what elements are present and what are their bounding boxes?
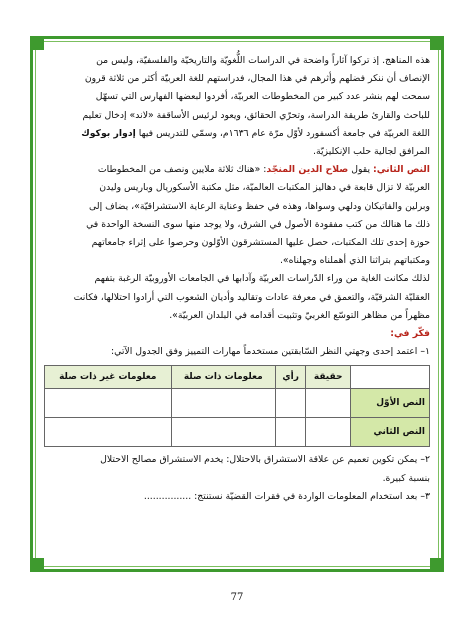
table-cell[interactable] [45,418,172,447]
text-span: : «هناك ثلاثة ملايين ونصف من المخطوطات [97,164,267,176]
text-line: هذه المناهج. إذ تركوا آثاراً واضحة في الدراسات اللُّغويّة والتاريخيّة والفلسفيّة، وليس من [96,55,430,66]
text-line: سمحت لهم بنشر عدد كبير من المخطوطات العربيّة، أفردوا لبعضها الفهارس التي تسهّل [95,91,430,103]
table-header-row [45,366,430,389]
text-line: للباحث والقارئ طريقة الدراسة، وتحرّي الحقائق، ويعود لرئيس الأساقفة «لاند» إدخال تعليم [82,109,430,121]
paragraph-2 [44,161,430,270]
row-header: النص الثاني [351,418,430,447]
row-header: النص الأوّل [351,389,430,418]
table-row [45,418,430,447]
page-number: 77 [230,592,244,603]
column-header: معلومات ذات صلة [171,366,275,389]
text-line: حوزة إحدى تلك المكتبات، حصل عليها المستشرقون الأوّلون وحرصوا على إثراء جامعاتهم [91,237,430,249]
text-line: مظهراً من مظاهر التوسّع الغربيّ وتثبيت أقدامه في البلدان العربيّة». [169,309,430,321]
person-name: إدوار بوكوك [81,127,136,139]
corner-ornament [430,558,444,572]
column-header: رأي [275,366,305,389]
text-line: لذلك مكانت الغاية من وراء الدّراسات العربيّة وآدابها في الجامعات الأوروبيّة الرغبة بتفهم [94,273,430,285]
comparison-table [44,365,430,447]
question-1: ١– اعتمد إحدى وجهتي النظر السّابقتين مستخدماً مهارات التمييز وفق الجدول الآتي: [110,346,430,358]
text-line [44,161,430,179]
table-cell[interactable] [171,418,275,447]
table-cell[interactable] [306,389,351,418]
question-2: ٢– يمكن تكوين تعميم عن علاقة الاستشراق بالاحتلال: يخدم الاستشراق مصالح الاحتلال [100,454,430,466]
table-cell[interactable] [45,389,172,418]
think-heading: فكّر في: [390,328,430,340]
text-line: العقليّة الشرقيّة، والتعمق في معرفة عادات وتقاليد وأديان الشعوب التي أرادوا احتلالها، فكانت [73,291,430,303]
text-span: يقول [348,164,374,176]
text-line: وبرلين والفاتيكان ودلهي وسواها، وهذه في حفظ وعناية الرعاية الاستشراقيّة»، يضاف إلى [88,200,430,212]
paragraph-1 [44,52,430,161]
text-line: المرافق لجالية حلب الإنكليزيّة. [313,146,430,158]
column-header: حقيقة [306,366,351,389]
author-name: صلاح الدين المنجّد [266,164,349,176]
text-line [44,125,430,143]
text-line: ومكتباتهم بتراثنا الذي أهملناه وجهلناه». [279,255,430,267]
text-line: ذلك ما هنالك من كتب مفقودة الأصول في الشرق، ولا يوجد منها سوى النسخة الواحدة في [86,218,430,230]
table-row [45,389,430,418]
table-cell[interactable] [171,389,275,418]
column-header: معلومات غير ذات صلة [45,366,172,389]
question-3: ٣– بعد استخدام المعلومات الواردة في فقرات القضيّة نستنتج: ................ [143,490,430,502]
corner-ornament [30,558,44,572]
table-corner-cell [351,366,430,389]
table-cell[interactable] [275,389,305,418]
page-content [44,52,430,506]
text-line: الإنصاف أن ننكر فضلهم وأثرهم في هذا المجال، فدراستهم للغة العربيّة أكثر من ثلاثة قرون [84,73,430,85]
table-cell[interactable] [306,418,351,447]
section-label: النص الثاني: [373,164,430,176]
table-cell[interactable] [275,418,305,447]
paragraph-3 [44,270,430,325]
question-2-cont: بنسبة كبيرة. [382,472,430,484]
text-line: العربيّة لا تزال قابعة في دهاليز المكتبات العالميّة، مثل مكتبة الأسكوريال وباريس وليدن [99,182,430,194]
corner-ornament [30,36,44,50]
text-span: اللغة العربيّة في جامعة أكسفورد لأوّل مرّة عام ١٦٣٦م، وسمّي للتدريس فيها [135,127,430,139]
corner-ornament [430,36,444,50]
